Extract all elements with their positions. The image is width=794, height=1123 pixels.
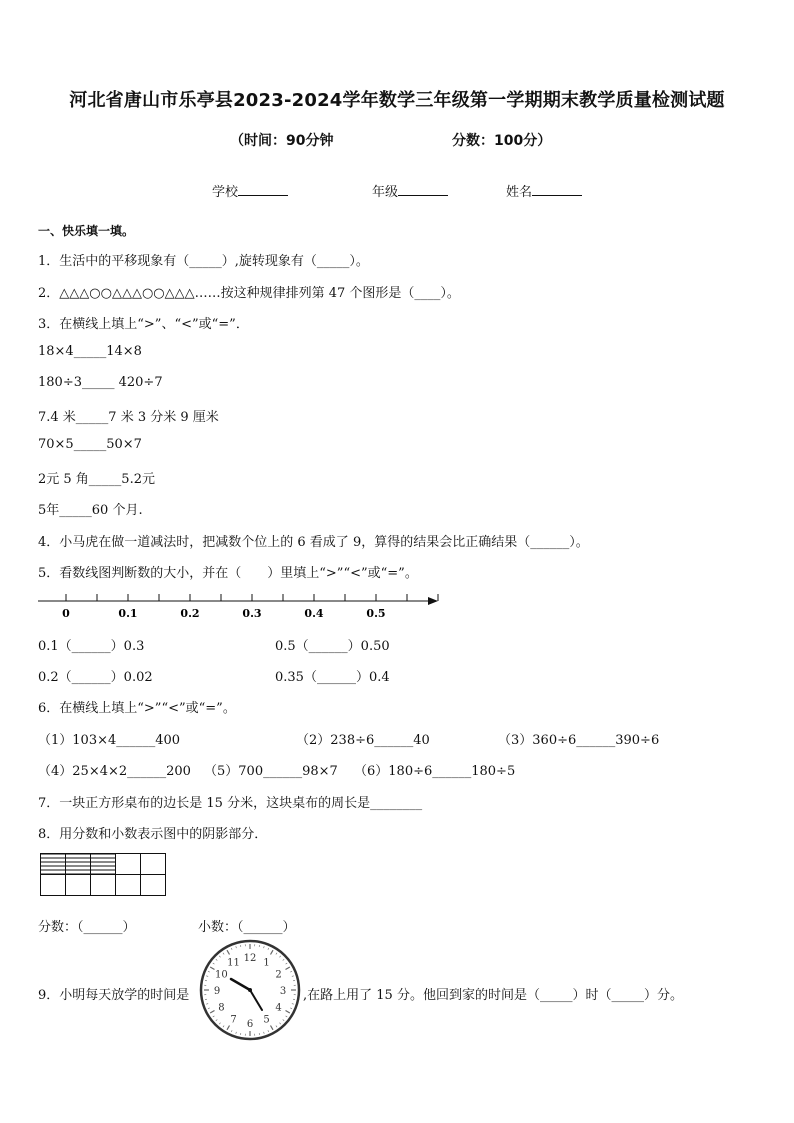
number-line-label: 0 bbox=[62, 607, 70, 620]
question-9-end: ,在路上用了 15 分。他回到家的时间是（_____）时（_____）分。 bbox=[303, 988, 683, 1003]
clock-center bbox=[248, 988, 252, 992]
clock-number: 11 bbox=[227, 957, 240, 969]
q6-item: （5）700______98×7 bbox=[204, 764, 338, 779]
number-line bbox=[36, 590, 446, 622]
grid-cell bbox=[116, 875, 141, 896]
clock-number: 5 bbox=[263, 1014, 270, 1026]
q5-item: 0.35（______）0.4 bbox=[275, 670, 390, 685]
q3-item: 70×5_____50×7 bbox=[38, 437, 142, 452]
clock-number: 2 bbox=[275, 969, 282, 981]
grid-cell-shaded bbox=[91, 854, 116, 875]
clock-number: 12 bbox=[243, 953, 257, 964]
page-title: 河北省唐山市乐亭县2023-2024学年数学三年级第一学期期末教学质量检测试题 bbox=[69, 90, 725, 111]
exam-score: 分数：100分） bbox=[452, 133, 552, 149]
school-label: 学校 bbox=[212, 185, 239, 200]
name-field[interactable] bbox=[506, 181, 582, 200]
q3-item: 7.4 米_____7 米 3 分米 9 厘米 bbox=[38, 410, 219, 425]
exam-time: （时间：90分钟 bbox=[230, 133, 334, 149]
q5-item: 0.1（______）0.3 bbox=[38, 639, 145, 654]
number-line-label: 0.3 bbox=[242, 607, 262, 620]
question-7: 7．一块正方形桌布的边长是 15 分米，这块桌布的周长是________ bbox=[38, 796, 423, 811]
q3-item: 180÷3_____ 420÷7 bbox=[38, 375, 163, 390]
q3-item: 5年_____60 个月. bbox=[38, 503, 143, 518]
question-5-stem: 5．看数线图判断数的大小，并在（ ）里填上“>”“<”或“=”。 bbox=[38, 566, 418, 581]
clock-number: 10 bbox=[215, 969, 228, 981]
number-line-label: 0.5 bbox=[366, 607, 386, 620]
grade-blank[interactable] bbox=[398, 183, 448, 196]
number-line-label: 0.4 bbox=[304, 607, 324, 620]
q3-item: 18×4_____14×8 bbox=[38, 344, 142, 359]
shaded-grid bbox=[40, 853, 166, 896]
clock-number: 3 bbox=[279, 986, 287, 997]
name-label: 姓名 bbox=[506, 185, 533, 200]
grid-cell bbox=[66, 875, 91, 896]
grade-label: 年级 bbox=[372, 185, 399, 200]
question-2: 2．△△△○○△△△○○△△△……按这种规律排列第 47 个图形是（____）。 bbox=[38, 286, 460, 301]
question-9-start: 9．小明每天放学的时间是 bbox=[38, 988, 190, 1003]
q5-item: 0.2（______）0.02 bbox=[38, 670, 153, 685]
q8-decimal: 小数：（______） bbox=[198, 920, 296, 935]
grade-field[interactable] bbox=[372, 181, 448, 200]
q6-item: （2）238÷6______40 bbox=[296, 733, 430, 748]
section-heading: 一、快乐填一填。 bbox=[38, 224, 135, 238]
grid-cell bbox=[41, 875, 66, 896]
question-6-stem: 6．在横线上填上“>”“<”或“=”。 bbox=[38, 701, 236, 716]
q3-item: 2元 5 角_____5.2元 bbox=[38, 472, 155, 487]
question-8-stem: 8．用分数和小数表示图中的阴影部分． bbox=[38, 827, 268, 842]
clock-number: 7 bbox=[230, 1014, 237, 1026]
number-line-label: 0.1 bbox=[118, 607, 138, 620]
clock-number: 6 bbox=[246, 1019, 254, 1030]
question-1: 1．生活中的平移现象有（_____）,旋转现象有（_____）。 bbox=[38, 254, 369, 269]
grid-cell bbox=[91, 875, 116, 896]
school-field[interactable] bbox=[212, 181, 288, 200]
question-4: 4．小马虎在做一道减法时，把减数个位上的 6 看成了 9，算得的结果会比正确结果（______）。 bbox=[38, 535, 589, 550]
grid-cell-shaded bbox=[66, 854, 91, 875]
number-line-arrow bbox=[428, 597, 438, 605]
q6-item: （4）25×4×2______200 bbox=[38, 764, 191, 779]
clock-number: 4 bbox=[275, 1002, 282, 1014]
grid-cell-shaded bbox=[41, 854, 66, 875]
grid-cell bbox=[116, 854, 141, 875]
clock-number: 8 bbox=[218, 1002, 225, 1014]
q6-item: （6）180÷6______180÷5 bbox=[354, 764, 516, 779]
question-3-stem: 3．在横线上填上“>”、“<”或“=”． bbox=[38, 317, 249, 332]
q8-fraction: 分数：（______） bbox=[38, 920, 136, 935]
q5-item: 0.5（______）0.50 bbox=[275, 639, 390, 654]
clock-number: 9 bbox=[213, 986, 221, 997]
name-blank[interactable] bbox=[532, 183, 582, 196]
clock-face bbox=[198, 938, 302, 1042]
grid-cell bbox=[141, 875, 166, 896]
number-line-label: 0.2 bbox=[180, 607, 200, 620]
grid-cell bbox=[141, 854, 166, 875]
q6-item: （3）360÷6______390÷6 bbox=[498, 733, 660, 748]
q6-item: （1）103×4______400 bbox=[38, 733, 181, 748]
school-blank[interactable] bbox=[238, 183, 288, 196]
clock-number: 1 bbox=[263, 957, 270, 969]
